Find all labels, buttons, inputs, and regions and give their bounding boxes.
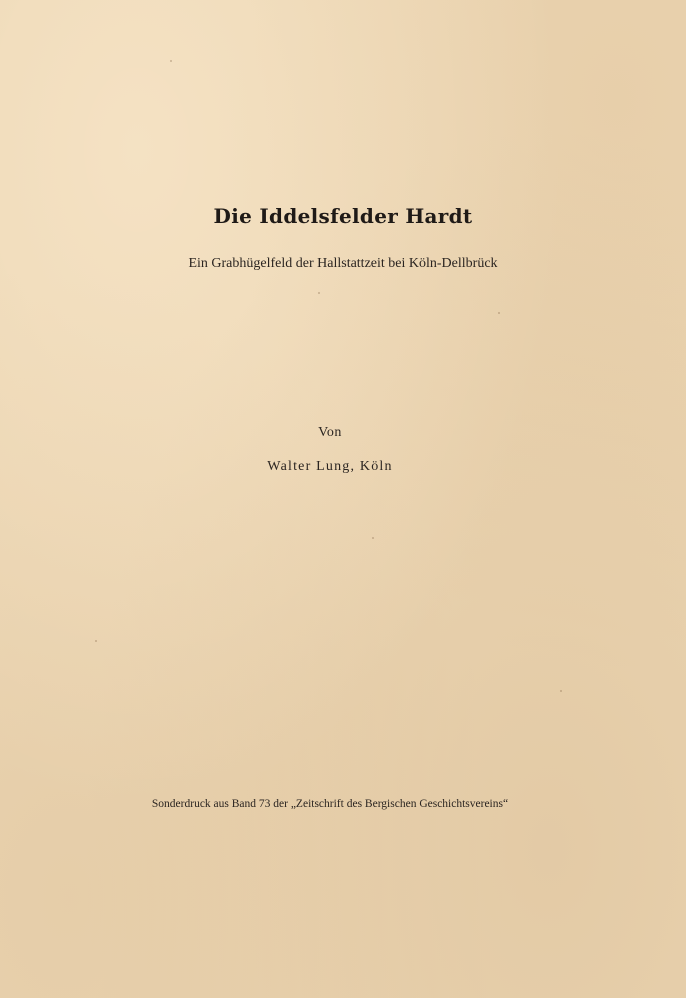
paper-speck	[498, 312, 500, 314]
paper-speck	[318, 292, 320, 294]
author-name: Walter Lung, Köln	[267, 459, 393, 474]
paper-speck	[560, 690, 562, 692]
document-title: Die Iddelsfelder Hardt	[213, 204, 473, 228]
document-subtitle: Ein Grabhügelfeld der Hallstattzeit bei Köln-Dellbrück	[188, 256, 498, 271]
paper-speck	[170, 60, 172, 62]
paper-speck	[95, 640, 97, 642]
byline-label: Von	[318, 425, 342, 440]
paper-speck	[372, 537, 374, 539]
offprint-note: Sonderdruck aus Band 73 der „Zeitschrift des Bergischen Geschichtsvereins“	[151, 798, 509, 810]
